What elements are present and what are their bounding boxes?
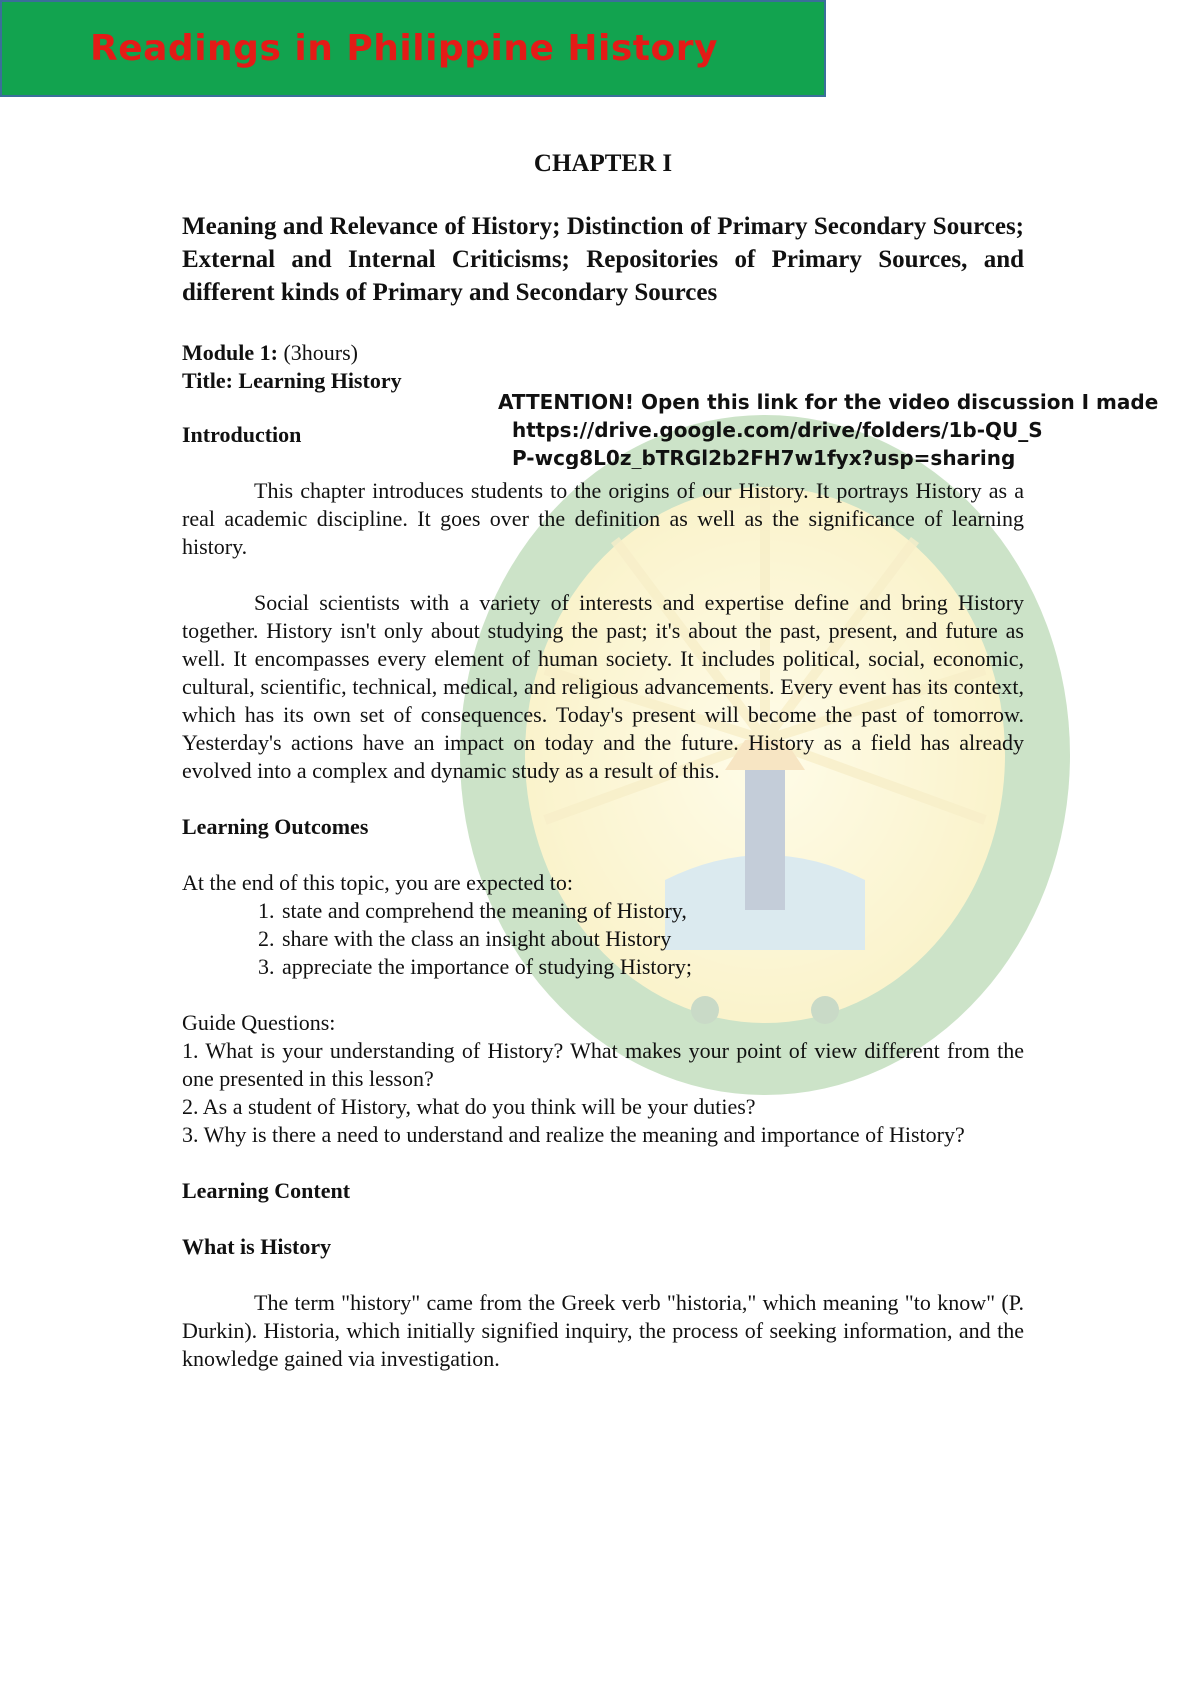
attention-note — [498, 388, 1159, 469]
module-title: Learning History — [238, 368, 402, 393]
chapter-heading: CHAPTER I — [533, 150, 673, 177]
list-item: 3. Why is there a need to understand and realize the meaning and importance of History? — [182, 1122, 965, 1147]
introduction-heading: Introduction — [182, 422, 302, 447]
video-link[interactable]: https://drive.google.com/drive/folders/1b-QU_SP-wcg8L0z_bTRGl2b2FH7w1fyx?usp=sharing — [512, 418, 1043, 469]
learning-outcomes-heading: Learning Outcomes — [182, 814, 369, 839]
module-title-label: Title: — [182, 368, 233, 393]
list-item: 1. state and comprehend the meaning of History, — [280, 897, 1024, 925]
module-label: Module 1: — [182, 340, 278, 365]
module-hours: (3hours) — [283, 340, 358, 365]
document-body — [182, 140, 1024, 1373]
chapter-title: Meaning and Relevance of History; Distinction of Primary Secondary Sources; External and Internal Criticisms; Repositories of Primary Sources, and different kinds of Primary and Secondary Sources — [182, 213, 1024, 306]
learning-content-paragraph: The term "history" came from the Greek verb "historia," which meaning "to know" (P. Durkin). Historia, which initially signified inquiry, the process of seeking information, and the knowledge gained via investigation. — [182, 1290, 1024, 1371]
learning-outcomes-list — [182, 897, 1024, 981]
module-info — [182, 339, 1024, 395]
list-item: 2. share with the class an insight about History — [280, 925, 1024, 953]
guide-questions-heading: Guide Questions: — [182, 1010, 336, 1035]
attention-title: ATTENTION! Open this link for the video discussion I made — [498, 390, 1159, 414]
learning-content-heading: Learning Content — [182, 1178, 351, 1203]
learning-outcomes-lead: At the end of this topic, you are expected to: — [182, 870, 573, 895]
list-item: 1. What is your understanding of History? What makes your point of view different from the one presented in this lesson? — [182, 1038, 1024, 1091]
what-is-history-heading: What is History — [182, 1234, 332, 1259]
list-item: 3. appreciate the importance of studying History; — [280, 953, 1024, 981]
list-item: 2. As a student of History, what do you think will be your duties? — [182, 1094, 756, 1119]
guide-questions-list — [182, 1037, 1024, 1149]
intro-paragraph-1: This chapter introduces students to the origins of our History. It portrays History as a real academic discipline. It goes over the definition as well as the significance of learning history. — [182, 478, 1024, 559]
module-line — [182, 339, 1024, 367]
header-banner — [0, 0, 826, 97]
banner-title: Readings in Philippine History — [90, 28, 718, 69]
intro-paragraph-2: Social scientists with a variety of interests and expertise define and bring History together. History isn't only about studying the past; it's about the past, present, and future as well. It encompasses every element of human society. It includes political, social, economic, cultural, scientific, technical, medical, and religious advancements. Every event has its context, which has its own set of consequences. Today's present will become the past of tomorrow. Yesterday's actions have an impact on today and the future. History as a field has already evolved into a complex and dynamic study as a result of this. — [182, 590, 1024, 783]
